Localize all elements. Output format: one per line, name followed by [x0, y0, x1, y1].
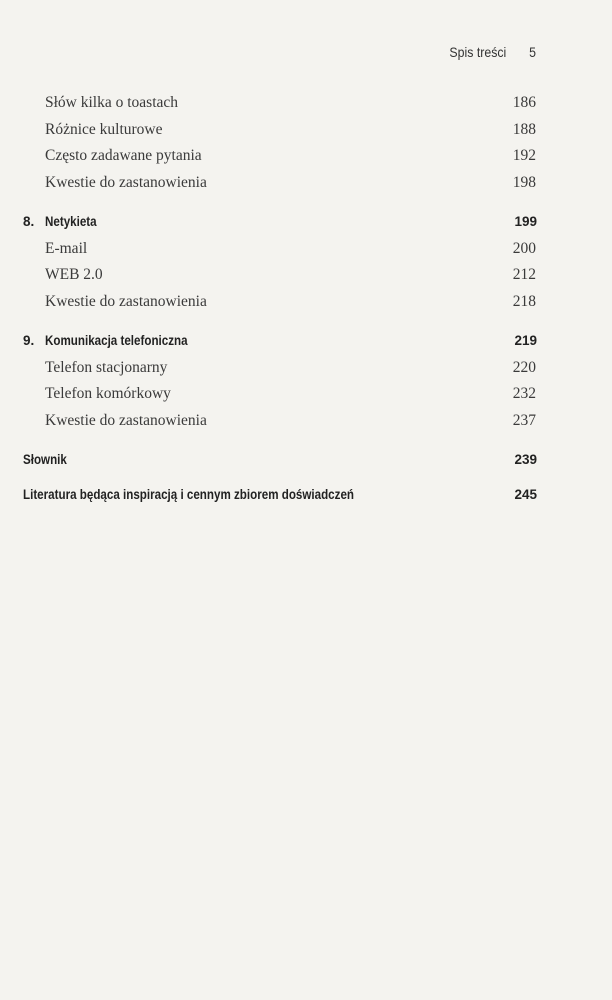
toc-entry: [0, 408, 612, 435]
toc-entry-title: Słów kilka o toastach: [45, 94, 179, 111]
toc-entry: [0, 170, 612, 197]
literature-title: Literatura będąca inspiracją i cennym zbiorem doświadczeń: [23, 486, 355, 502]
toc-chapter-8: [0, 209, 612, 236]
toc-entry-page: 198: [512, 173, 536, 191]
toc-entry-page: 188: [512, 120, 536, 138]
toc-entry-title: E-mail: [45, 239, 88, 257]
toc-entry: [0, 289, 612, 316]
toc-entry-title: Telefon komórkowy: [45, 385, 171, 402]
toc-entry: [0, 355, 612, 382]
table-of-contents: [0, 90, 612, 508]
toc-entry: [0, 262, 612, 289]
toc-entry: [0, 117, 612, 144]
literature-page: 245: [514, 486, 537, 502]
toc-entry: [0, 90, 612, 117]
toc-entry: [0, 236, 612, 263]
chapter-number: 9.: [23, 333, 35, 348]
toc-entry-page: 212: [512, 266, 536, 283]
toc-entry: [0, 143, 612, 170]
chapter-page: 219: [514, 333, 537, 348]
toc-entry: [0, 381, 612, 408]
toc-entry-title: Kwestie do zastanowienia: [45, 173, 207, 191]
toc-entry-page: 200: [512, 239, 536, 257]
toc-literature: [0, 482, 612, 509]
chapter-number: 8.: [23, 214, 35, 229]
running-head-title: Spis treści: [449, 44, 507, 60]
chapter-title: Netykieta: [45, 214, 97, 229]
chapter-page: 199: [514, 214, 537, 229]
chapter-title: Komunikacja telefoniczna: [45, 333, 188, 348]
toc-entry-title: Często zadawane pytania: [45, 147, 202, 164]
toc-entry-page: 237: [512, 411, 536, 429]
toc-entry-title: Kwestie do zastanowienia: [45, 411, 207, 429]
toc-entry-page: 186: [512, 94, 536, 111]
toc-entry-page: 218: [512, 292, 536, 310]
toc-chapter-9: [0, 328, 612, 355]
toc-glossary: [0, 447, 612, 474]
toc-entry-page: 192: [512, 147, 536, 164]
toc-entry-title: WEB 2.0: [45, 266, 103, 283]
toc-entry-page: 220: [512, 358, 536, 376]
toc-entry-title: Telefon stacjonarny: [45, 358, 168, 376]
glossary-title: Słownik: [23, 452, 67, 467]
glossary-page: 239: [514, 452, 537, 467]
toc-entry-title: Różnice kulturowe: [45, 120, 163, 138]
toc-entry-page: 232: [512, 385, 536, 402]
running-head-page: 5: [529, 44, 536, 60]
running-head: [64, 44, 536, 60]
toc-entry-title: Kwestie do zastanowienia: [45, 292, 207, 310]
